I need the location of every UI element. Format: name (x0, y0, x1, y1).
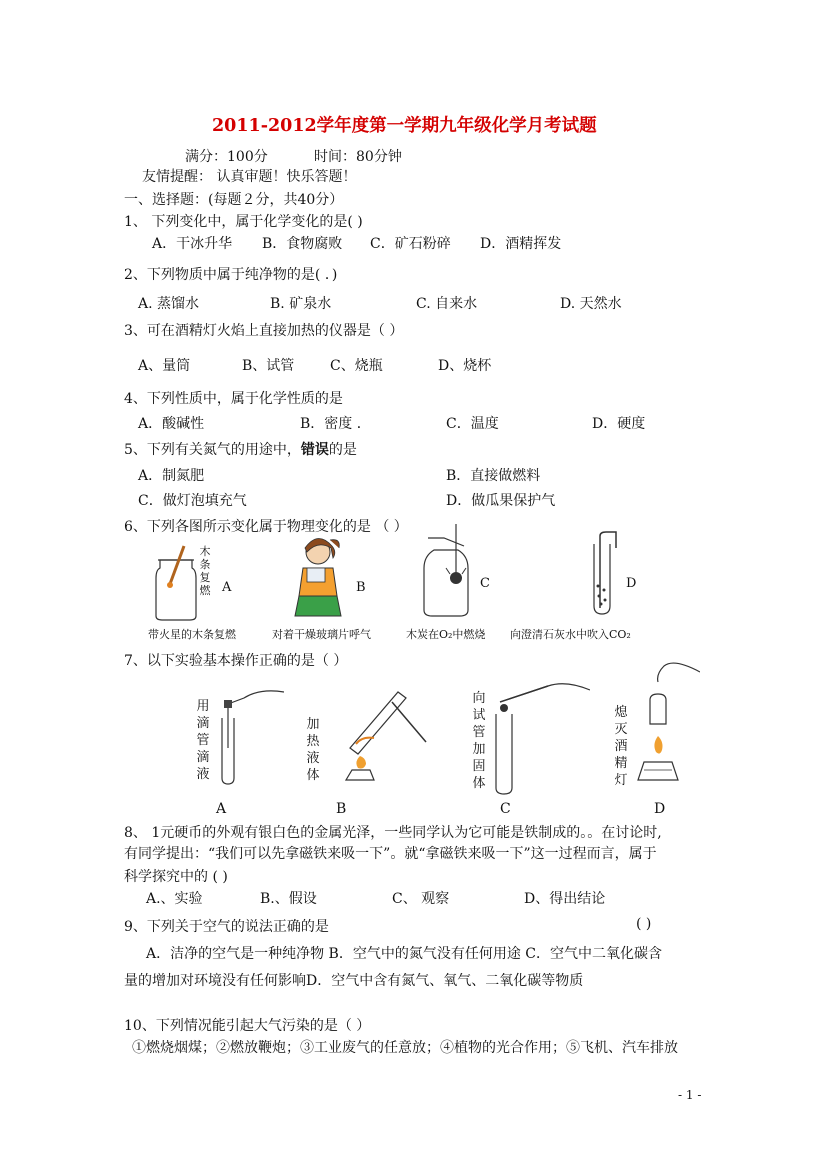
question-1-stem: 1、 下列变化中，属于化学变化的是( ) (124, 214, 363, 230)
page-title: 2011-2012学年度第一学期九年级化学月考试题 (212, 116, 597, 136)
page-number: - 1 - (678, 1088, 702, 1102)
q7-b-side-label: 加热液体 (306, 717, 320, 783)
question-5-stem (124, 439, 357, 459)
q6-caption-a: 带火星的木条复燃 (148, 628, 236, 641)
q5-option-b: B．直接做燃料 (446, 468, 541, 484)
q2-option-d: D. 天然水 (560, 296, 622, 312)
q2-option-a: A. 蒸馏水 (138, 296, 200, 312)
q5-stem-pre: 5、下列有关氮气的用途中， (124, 442, 301, 458)
question-10-line-1: ①燃烧烟煤；②燃放鞭炮；③工业废气的任意放；④植物的光合作用；⑤飞机、汽车排放 (132, 1040, 678, 1056)
question-7-stem: 7、以下实验基本操作正确的是（ ） (124, 653, 348, 669)
q8-option-c: C、 观察 (392, 891, 450, 907)
section-heading: 一、选择题：(每题２分，共40分） (124, 192, 344, 208)
question-10-stem: 10、下列情况能引起大气污染的是（ ） (124, 1018, 371, 1034)
q7-figure-d (630, 652, 700, 792)
full-score: 满分：100分 (185, 149, 268, 165)
q3-option-d: D、烧杯 (438, 358, 492, 374)
q7-d-side-label: 熄灭酒精灯 (614, 705, 628, 788)
q6-figure-b (285, 534, 351, 618)
q1-option-c: C．矿石粉碎 (370, 236, 451, 252)
q4-option-a: A．酸碱性 (138, 416, 205, 432)
q2-option-b: B. 矿泉水 (270, 296, 332, 312)
question-9-bracket: ( ) (636, 916, 652, 932)
q5-stem-emphasis: 错误 (300, 442, 329, 458)
q1-option-b: B．食物腐败 (262, 236, 343, 252)
q8-option-a: A.、实验 (146, 891, 203, 907)
question-6-stem: 6、下列各图所示变化属于物理变化的是 （ ） (124, 519, 408, 535)
q5-stem-post: 的是 (328, 442, 357, 458)
question-8-line-2: 有同学提出：“我们可以先拿磁铁来吸一下”。就“拿磁铁来吸一下”这一过程而言，属于 (124, 846, 657, 862)
q6-caption-b: 对着干燥玻璃片呼气 (272, 628, 371, 641)
question-8-line-3: 科学探究中的 ( ) (124, 869, 228, 885)
q6-letter-a: A (222, 580, 232, 595)
q3-option-c: C、烧瓶 (330, 358, 383, 374)
q1-option-a: A．干冰升华 (152, 236, 233, 252)
q1-option-d: D．酒精挥发 (480, 236, 562, 252)
q5-option-a: A．制氮肥 (138, 468, 205, 484)
question-9-stem: 9、下列关于空气的说法正确的是 (124, 919, 329, 935)
q6-caption-c: 木炭在O₂中燃烧 (406, 628, 486, 641)
question-3-stem: 3、可在酒精灯火焰上直接加热的仪器是（ ） (124, 323, 404, 339)
q3-option-a: A、量筒 (138, 358, 191, 374)
q5-option-c: C．做灯泡填充气 (138, 493, 247, 509)
q6-figure-d (588, 530, 622, 616)
question-4-stem: 4、下列性质中，属于化学性质的是 (124, 391, 343, 407)
q2-option-c: C. 自来水 (416, 296, 478, 312)
q7-a-side-label: 用滴管滴液 (196, 699, 210, 782)
q7-letter-d: D (654, 801, 666, 817)
q8-option-d: D、得出结论 (524, 891, 606, 907)
time-limit: 时间：80分钟 (314, 149, 402, 165)
q4-option-c: C．温度 (446, 416, 499, 432)
q6-figure-c (420, 522, 472, 618)
q7-c-side-label: 向试管加固体 (472, 691, 486, 791)
q8-option-b: B.、假设 (260, 891, 317, 907)
question-8-line-1: 8、 1元硬币的外观有银白色的金属光泽，一些同学认为它可能是铁制成的。。在讨论时, (124, 825, 662, 841)
q4-option-d: D．硬度 (592, 416, 646, 432)
question-9-line-2: 量的增加对环境没有任何影响D．空气中含有氮气、氧气、二氧化碳等物质 (124, 973, 584, 989)
q5-option-d: D．做瓜果保护气 (446, 493, 556, 509)
q6-a-side-label: 木条复燃 (199, 545, 211, 597)
q6-letter-d: D (626, 576, 637, 591)
q6-letter-c: C (480, 576, 490, 591)
q6-letter-b: B (356, 580, 366, 595)
q3-option-b: B、试管 (242, 358, 295, 374)
q7-figure-a (210, 688, 284, 788)
q7-figure-c (486, 670, 590, 796)
reminder: 友情提醒： 认真审题！快乐答题！ (142, 169, 357, 185)
q4-option-b: B．密度 ． (300, 416, 371, 432)
q7-letter-b: B (336, 801, 347, 817)
question-9-line-1: A．洁净的空气是一种纯净物 B．空气中的氮气没有任何用途 C．空气中二氧化碳含 (146, 946, 663, 962)
q7-letter-c: C (500, 801, 511, 817)
q6-caption-d: 向澄清石灰水中吹入CO₂ (510, 628, 631, 641)
q7-figure-b (322, 686, 432, 786)
question-2-stem: 2、下列物质中属于纯净物的是( ．) (124, 267, 338, 283)
q7-letter-a: A (216, 801, 227, 817)
